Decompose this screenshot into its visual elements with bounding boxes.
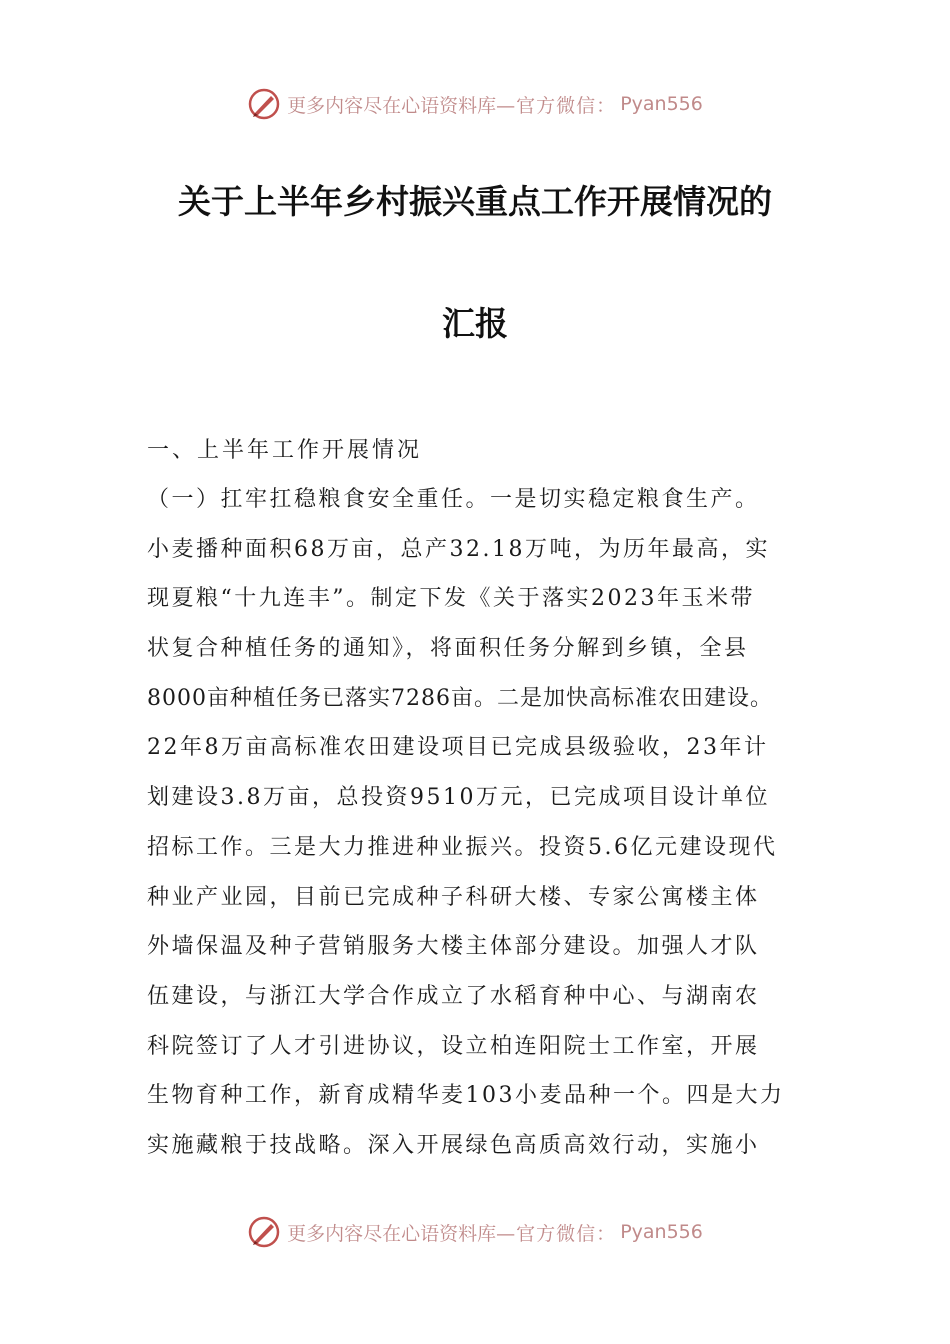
body-line: 小麦播种面积68万亩，总产32.18万吨，为历年最高，实 xyxy=(147,536,770,562)
body-line: 科院签订了人才引进协议，设立柏连阳院士工作室，开展 xyxy=(147,1033,760,1059)
footer-watermark xyxy=(0,1212,950,1252)
watermark-official-label: —官方微信： xyxy=(496,94,617,117)
body-line: 实施藏粮于技战略。深入开展绿色高质高效行动，实施小 xyxy=(147,1132,760,1158)
watermark-text: 更多内容尽在心语资料库 xyxy=(287,94,497,117)
body-line: 划建设3.8万亩，总投资9510万元，已完成项目设计单位 xyxy=(147,785,770,811)
section-heading: 一、上半年工作开展情况 xyxy=(147,438,423,463)
document-title-line-2: 汇报 xyxy=(442,304,508,343)
watermark-official-label: —官方微信： xyxy=(496,1222,617,1245)
body-line: 现夏粮“十九连丰”。制定下发《关于落实2023年玉米带 xyxy=(147,586,755,612)
body-line: 种业产业园，目前已完成种子科研大楼、专家公寓楼主体 xyxy=(147,884,760,910)
document-title-line-1: 关于上半年乡村振兴重点工作开展情况的 xyxy=(178,182,772,221)
body-line: 伍建设，与浙江大学合作成立了水稻育种中心、与湖南农 xyxy=(147,983,760,1009)
watermark-text: 更多内容尽在心语资料库 xyxy=(287,1222,497,1245)
header-watermark xyxy=(0,84,950,124)
pen-logo-icon xyxy=(247,87,281,121)
body-line: 生物育种工作，新育成精华麦103小麦品种一个。四是大力 xyxy=(147,1083,785,1109)
watermark-wechat-id: Pyan556 xyxy=(620,1221,703,1243)
body-text xyxy=(147,475,827,1171)
body-line: 22年8万亩高标准农田建设项目已完成县级验收，23年计 xyxy=(147,735,769,761)
body-line: （一）扛牢扛稳粮食安全重任。一是切实稳定粮食生产。 xyxy=(147,487,760,512)
body-line: 状复合种植任务的通知》，将面积任务分解到乡镇，全县 xyxy=(147,636,749,662)
watermark-wechat-id: Pyan556 xyxy=(620,93,703,115)
pen-logo-icon xyxy=(247,1215,281,1249)
body-line: 外墙保温及种子营销服务大楼主体部分建设。加强人才队 xyxy=(147,934,760,960)
body-line: 招标工作。三是大力推进种业振兴。投资5.6亿元建设现代 xyxy=(147,834,778,860)
body-line: 8000亩种植任务已落实7286亩。二是加快高标准农田建设。 xyxy=(147,685,773,711)
